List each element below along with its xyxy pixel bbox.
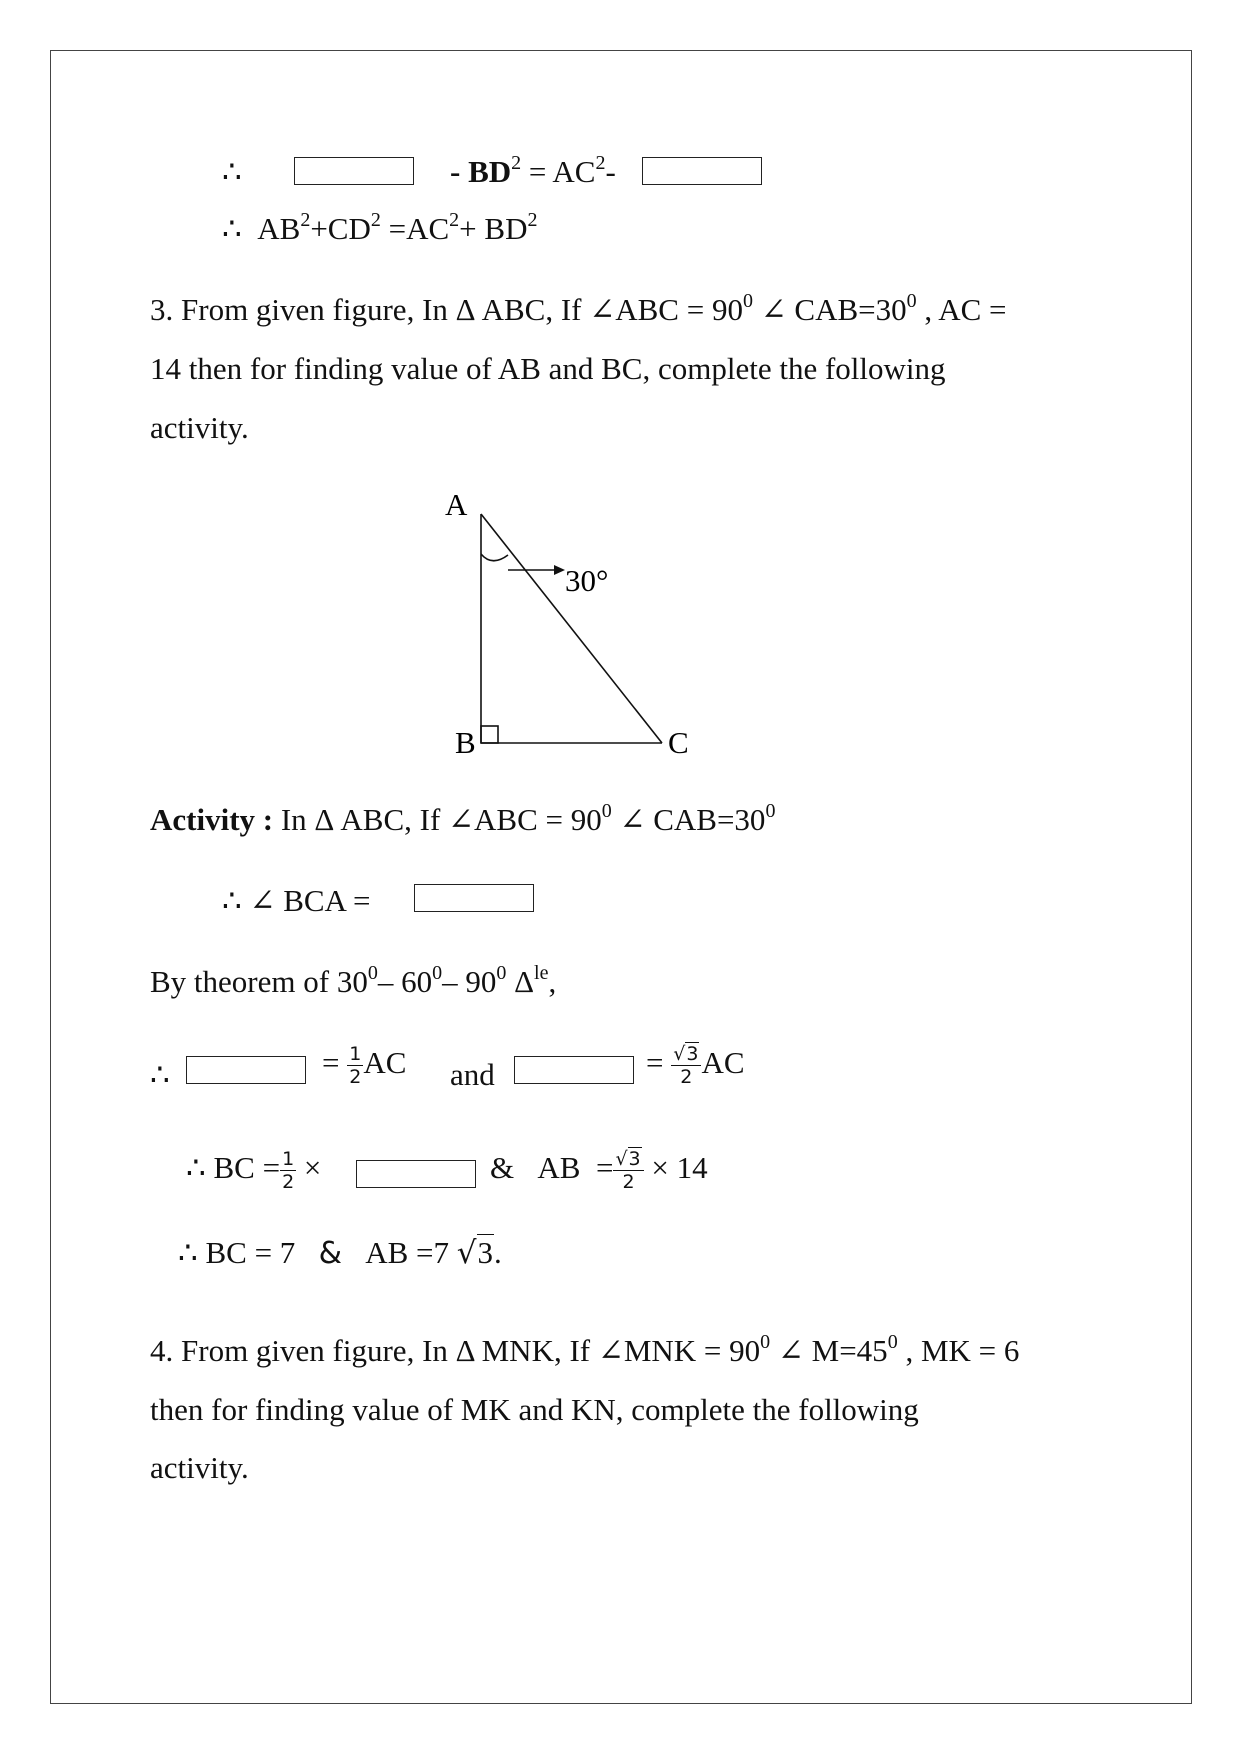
q4-text-a: 4. From given figure, In Δ MNK, If ∠MNK = 90 xyxy=(150,1333,761,1368)
ac-term: =AC xyxy=(380,211,450,246)
q3-line-2: 14 then for finding value of AB and BC, complete the following xyxy=(150,351,946,386)
step1-right-eq xyxy=(646,1045,745,1087)
activity-text-a: In Δ ABC, If ∠ABC = 90 xyxy=(273,802,602,837)
proof-line-1 xyxy=(222,156,242,187)
bca-text: ∴ ∠ BCA = xyxy=(222,883,371,918)
degree-sup: 0 xyxy=(742,290,753,312)
fraction-one-half xyxy=(347,1045,363,1087)
side-ac xyxy=(481,514,662,743)
degree-sup: 0 xyxy=(367,962,378,984)
sqrt-value: 3 xyxy=(477,1235,494,1270)
exponent: 2 xyxy=(511,152,522,174)
bd-term: - BD xyxy=(450,154,512,189)
angle-label: 30° xyxy=(565,563,609,598)
numerator xyxy=(671,1045,701,1066)
period: . xyxy=(494,1235,502,1270)
degree-sup: 0 xyxy=(432,962,443,984)
step1-left-eq xyxy=(322,1045,406,1087)
times-sign: × xyxy=(651,1150,669,1186)
ac-term: = AC xyxy=(521,154,596,189)
activity-line xyxy=(150,800,776,837)
le-sup: le xyxy=(534,962,549,984)
angle-arc xyxy=(481,554,508,561)
bd-term: + BD xyxy=(459,211,528,246)
fraction-root3-half xyxy=(613,1150,643,1192)
value-fourteen: 14 xyxy=(676,1150,708,1186)
vertex-label-b: B xyxy=(455,725,476,755)
therefore-symbol: ∴ xyxy=(222,211,242,246)
exponent: 2 xyxy=(527,209,538,231)
q3-text-c: , AC = xyxy=(916,292,1007,327)
blank-box-1[interactable] xyxy=(294,157,414,185)
numerator xyxy=(613,1150,643,1171)
minus-sign: - xyxy=(605,154,616,189)
result-line xyxy=(178,1237,502,1269)
exponent: 2 xyxy=(300,209,311,231)
q3-line-1 xyxy=(150,290,1007,327)
ac-term: AC xyxy=(363,1045,407,1081)
denominator: 2 xyxy=(349,1066,362,1088)
cd-term: +CD xyxy=(310,211,371,246)
sqrt-value: 3 xyxy=(686,1043,699,1065)
blank-box-bca[interactable] xyxy=(414,884,534,912)
degree-sup: 0 xyxy=(887,1331,898,1353)
degree-sup: 0 xyxy=(906,290,917,312)
q4-text-b: ∠ M=45 xyxy=(770,1333,888,1368)
ab-term: AB xyxy=(257,211,301,246)
arrow-head xyxy=(554,565,565,575)
numerator: 1 xyxy=(282,1148,295,1170)
degree-sup: 0 xyxy=(760,1331,771,1353)
ac-term: AC xyxy=(701,1045,745,1081)
step2-bc xyxy=(186,1150,321,1192)
blank-box-step1-a[interactable] xyxy=(186,1056,306,1084)
activity-text-b: ∠ CAB=30 xyxy=(611,802,766,837)
equals-sign: = xyxy=(322,1045,340,1081)
theorem-end: , xyxy=(548,964,557,999)
denominator: 2 xyxy=(622,1171,635,1193)
q4-line-1 xyxy=(150,1331,1020,1368)
sqrt-sign: √ xyxy=(673,1043,686,1065)
ampersand: & xyxy=(490,1150,515,1186)
degree-sup: 0 xyxy=(765,800,776,822)
degree-sup: 0 xyxy=(496,962,507,984)
vertex-label-c: C xyxy=(668,725,689,755)
fraction-root3-half xyxy=(671,1045,701,1087)
triangle-figure xyxy=(430,485,730,755)
proof-line-1-rest xyxy=(450,152,616,189)
result-ab: AB =7 xyxy=(365,1235,450,1270)
result-bc: ∴ BC = 7 xyxy=(178,1235,296,1270)
blank-box-2[interactable] xyxy=(642,157,762,185)
theorem-text-c: – 90 xyxy=(442,964,497,999)
q4-line-2: then for finding value of MK and KN, complete the following xyxy=(150,1392,919,1427)
theorem-text-d: Δ xyxy=(506,964,535,999)
blank-box-step1-b[interactable] xyxy=(514,1056,634,1084)
step1-and: and xyxy=(450,1057,495,1092)
degree-sup: 0 xyxy=(601,800,612,822)
fraction-one-half xyxy=(280,1150,296,1192)
equals-sign: = xyxy=(646,1045,664,1081)
q4-text-c: , MK = 6 xyxy=(897,1333,1020,1368)
exponent: 2 xyxy=(595,152,606,174)
exponent: 2 xyxy=(449,209,460,231)
denominator: 2 xyxy=(680,1066,693,1088)
bc-text: ∴ BC = xyxy=(186,1150,281,1186)
right-angle-mark xyxy=(481,726,498,743)
bca-line xyxy=(222,885,370,916)
exponent: 2 xyxy=(370,209,381,231)
ab-text: AB xyxy=(537,1150,581,1186)
theorem-text-b: – 60 xyxy=(377,964,433,999)
theorem-text-a: By theorem of 30 xyxy=(150,964,368,999)
step2-ab xyxy=(490,1150,708,1192)
numerator: 1 xyxy=(349,1043,362,1065)
q4-line-3: activity. xyxy=(150,1450,249,1485)
vertex-label-a: A xyxy=(445,487,468,522)
times-sign: × xyxy=(303,1150,322,1186)
equals-sign: = xyxy=(595,1150,614,1186)
q3-text-b: ∠ CAB=30 xyxy=(752,292,907,327)
sqrt-sign: √ xyxy=(456,1235,477,1271)
sqrt-value: 3 xyxy=(628,1148,641,1170)
denominator: 2 xyxy=(282,1171,295,1193)
therefore-symbol: ∴ xyxy=(222,154,242,189)
blank-box-step2[interactable] xyxy=(356,1160,476,1188)
proof-line-2 xyxy=(222,209,538,246)
step1-therefore: ∴ xyxy=(150,1057,170,1092)
sqrt-sign: √ xyxy=(615,1148,628,1170)
activity-heading: Activity : xyxy=(150,802,274,837)
ampersand: & xyxy=(318,1236,342,1271)
q3-text-a: 3. From given figure, In Δ ABC, If ∠ABC = 90 xyxy=(150,292,743,327)
q3-line-3: activity. xyxy=(150,410,249,445)
theorem-line xyxy=(150,962,557,999)
